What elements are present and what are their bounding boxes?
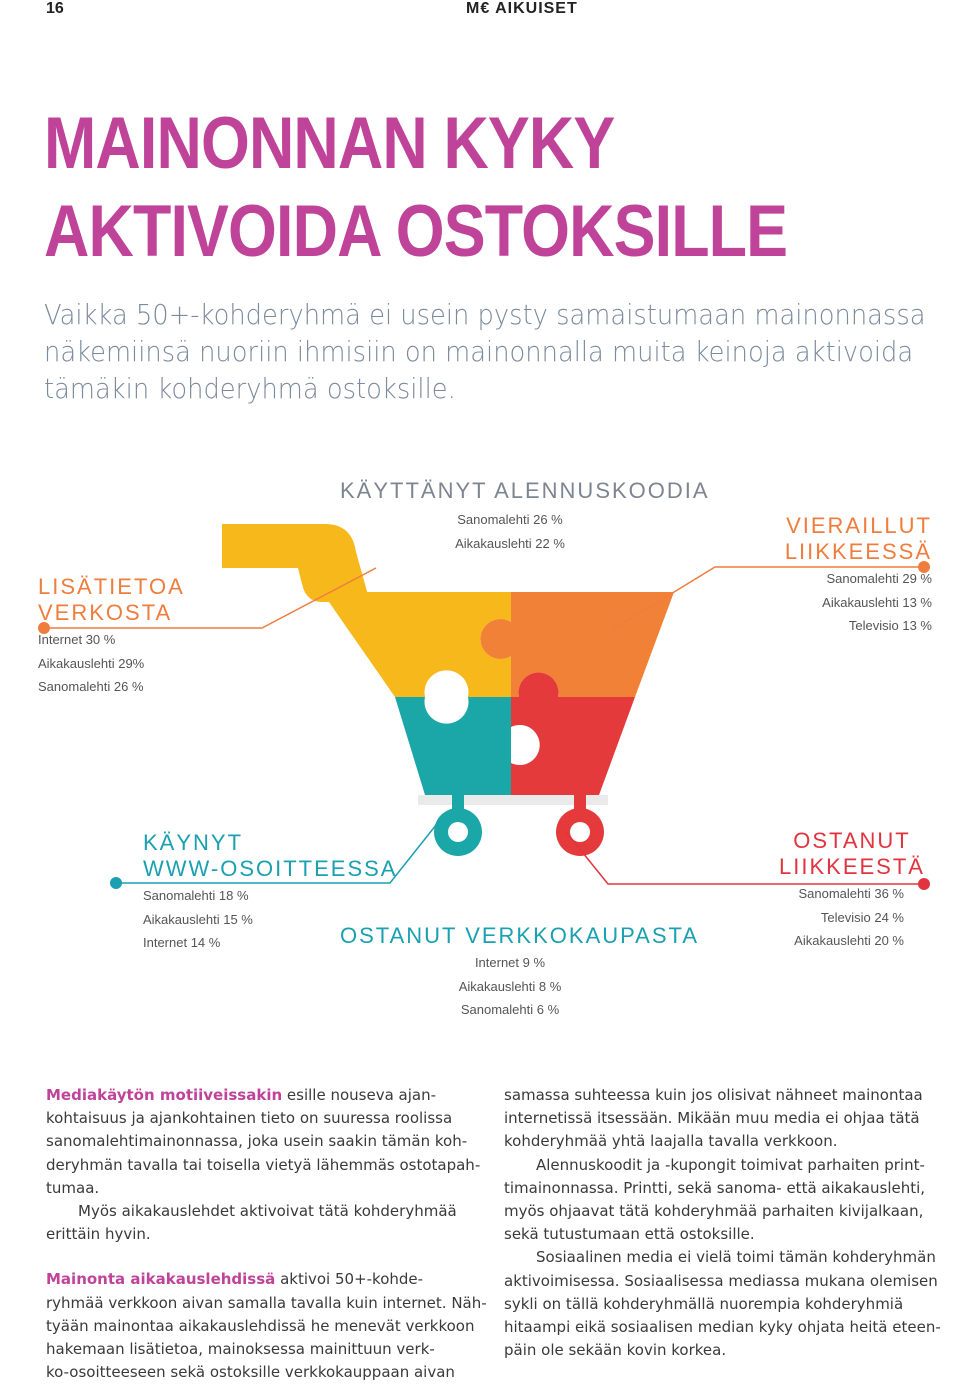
body-line: Myös aikakauslehdet aktivoivat tätä kohderyhmää	[78, 1202, 457, 1221]
body-line: sekä tutustumaan että ostoksille.	[504, 1225, 755, 1244]
title-line: AKTIVOIDA OSTOKSILLE	[44, 191, 788, 272]
body-column-left	[46, 1084, 487, 1384]
label-value: Internet 9 %	[474, 955, 546, 970]
label-value: Internet 14 %	[143, 935, 221, 950]
body-line: hitaampi eikä sosiaalisen median kyky ohjata heitä eteen-	[504, 1318, 941, 1337]
page-header	[0, 0, 960, 20]
body-line: myös ohjaavat tätä kohderyhmää parhaiten kivijalkaan,	[504, 1202, 924, 1221]
body-line: aktivoimisessa. Sosiaalisessa mediassa mukana olemisen	[504, 1271, 938, 1290]
label-value: Sanomalehti 26 %	[457, 512, 563, 527]
label-value: Sanomalehti 18 %	[143, 888, 249, 903]
label-ostanut-liikkeesta	[740, 828, 960, 953]
lead-line: tämäkin kohderyhmä ostoksille.	[44, 372, 456, 405]
shopping-cart-infographic	[0, 470, 960, 1030]
connector-dot	[110, 877, 122, 889]
label-value: Sanomalehti 26 %	[38, 679, 144, 694]
label-title: OSTANUT VERKKOKAUPASTA	[340, 923, 699, 948]
label-title: VIERAILLUT	[786, 513, 932, 538]
body-line: internetissä itsessään. Mikään muu media ei ohjaa tätä	[504, 1109, 920, 1128]
label-title: LISÄTIETOA	[38, 574, 185, 599]
body-line: tumaa.	[46, 1178, 100, 1197]
body-paragraph	[504, 1154, 942, 1247]
label-lisatietoa-verkosta	[38, 574, 185, 699]
body-line: Alennuskoodit ja -kupongit toimivat parhaiten print-	[536, 1155, 925, 1174]
body-line: Sosiaalinen media ei vielä toimi tämän kohderyhmän	[536, 1248, 936, 1267]
body-line: päin ole sekään kovin korkea.	[504, 1341, 727, 1360]
label-title: WWW-OSOITTEESSA	[143, 856, 398, 881]
label-value: Aikakauslehti 29%	[38, 655, 145, 671]
body-line: ko-osoitteeseen sekä ostoksille verkkokauppaan aivan	[46, 1363, 455, 1382]
body-paragraph	[504, 1246, 942, 1362]
label-value: Televisio 13 %	[848, 618, 932, 633]
label-value: Aikakauslehti 13 %	[822, 594, 932, 610]
section-label: M€ AIKUISET	[466, 0, 578, 17]
label-title: LIIKKEESTÄ	[779, 854, 925, 879]
body-line: erittäin hyvin.	[46, 1225, 151, 1244]
lead-line: Vaikka 50+-kohderyhmä ei usein pysty samaistumaan mainonnassa	[44, 298, 926, 331]
body-paragraph	[46, 1084, 484, 1200]
label-title: VERKOSTA	[38, 600, 173, 625]
label-value: Aikakauslehti 22 %	[455, 535, 565, 551]
body-column-right	[504, 1084, 942, 1362]
body-line: tyään mainontaa aikakauslehdissä he menevät verkkoon	[46, 1316, 475, 1335]
label-kayttanyt-alennuskoodia	[340, 478, 710, 555]
label-value: Internet 30 %	[38, 632, 116, 647]
label-value: Televisio 24 %	[820, 909, 904, 925]
body-line: kohderyhmää yhtä laajalla tavalla verkkoon.	[504, 1132, 838, 1151]
label-value: Aikakauslehti 20 %	[794, 933, 904, 948]
label-value: Sanomalehti 29 %	[826, 571, 932, 586]
body-text: aktivoi 50+-kohde-	[275, 1270, 424, 1289]
label-title: KÄYNYT	[143, 830, 244, 855]
lead-paragraph	[44, 296, 926, 407]
label-value: Sanomalehti 36 %	[798, 886, 904, 901]
label-value: Sanomalehti 6 %	[460, 1002, 560, 1017]
body-paragraph	[46, 1200, 484, 1246]
body-line: sykli on tällä kohderyhmällä nuorempia kohderyhmiä	[504, 1294, 904, 1313]
body-line: deryhmän tavalla tai toisella vietyä lähemmäs ostotapah-	[46, 1155, 481, 1174]
highlight-text: Mediakäytön motiiveissakin	[46, 1086, 283, 1104]
label-value: Aikakauslehti 8 %	[458, 978, 562, 994]
label-value: Aikakauslehti 15 %	[143, 911, 253, 927]
body-paragraph	[46, 1268, 487, 1384]
lead-line: näkemiinsä nuoriin ihmisiin on mainonnalla muita keinoja aktivoida	[44, 335, 914, 368]
body-line: ryhmää verkkoon aivan samalla tavalla kuin internet. Näh-	[46, 1293, 487, 1312]
body-line: timainonnassa. Printti, sekä sanoma- että aikakauslehti,	[504, 1178, 926, 1197]
label-vieraillut-liikkeessa	[720, 513, 932, 638]
label-title: KÄYTTÄNYT ALENNUSKOODIA	[340, 478, 710, 503]
body-line: sanomalehtimainonnassa, joka usein saakin tämän koh-	[46, 1132, 468, 1151]
body-text: esille nouseva ajan-	[282, 1086, 437, 1104]
body-line: hakemaan lisätietoa, mainoksessa mainittuun verk-	[46, 1340, 435, 1359]
label-ostanut-verkkokaupasta	[340, 923, 699, 1022]
body-paragraph	[504, 1084, 942, 1154]
label-title: OSTANUT	[793, 828, 911, 853]
title-line: MAINONNAN KYKY	[44, 103, 615, 184]
body-line: kohtaisuus ja ajankohtainen tieto on suuressa roolissa	[46, 1109, 453, 1128]
highlight-text: Mainonta aikakauslehdissä	[46, 1270, 276, 1289]
page-title	[44, 100, 787, 276]
page-number: 16	[46, 0, 64, 17]
label-title: LIIKKEESSÄ	[784, 539, 932, 564]
body-line: samassa suhteessa kuin jos olisivat nähneet mainontaa	[504, 1086, 923, 1104]
